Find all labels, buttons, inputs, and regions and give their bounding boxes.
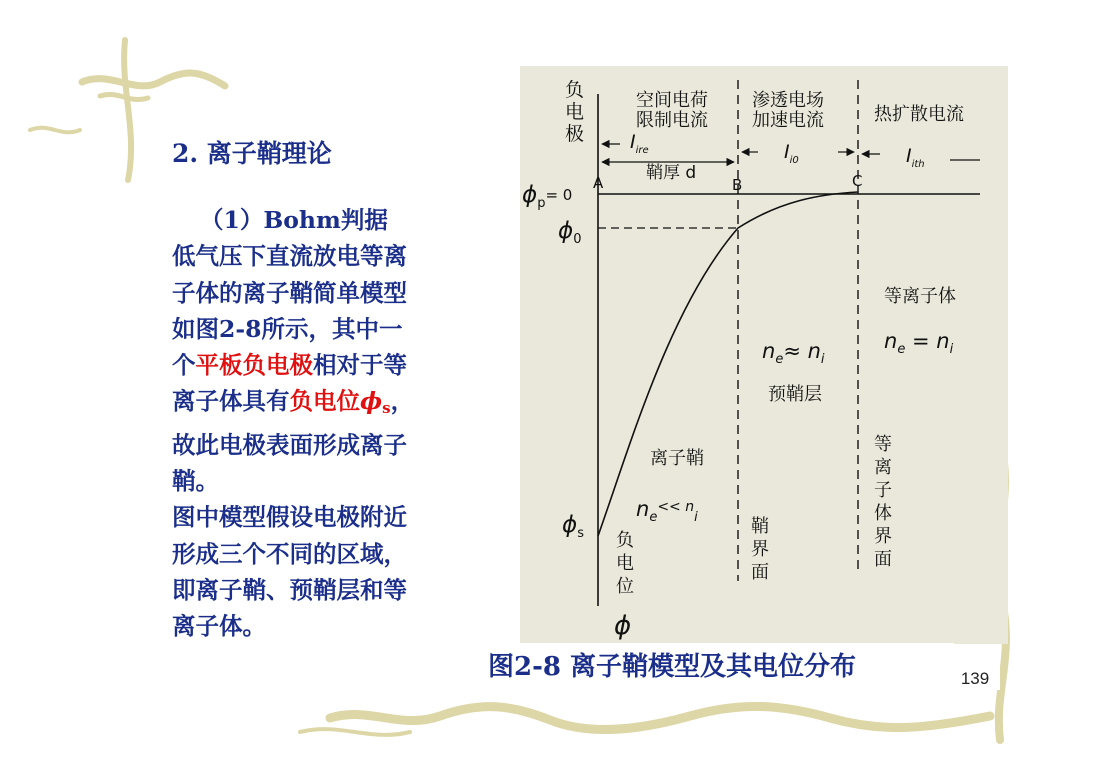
text-fragment: 负电位 xyxy=(289,387,360,416)
region-thermal-label: 热扩散电流 xyxy=(874,104,964,125)
sheath-thickness-label: 鞘厚 d xyxy=(646,163,697,183)
point-c: C xyxy=(852,172,863,190)
text-fragment: 离子体具有 xyxy=(172,387,290,416)
presheath-relation: $n_e\approx n_i$ xyxy=(762,339,825,367)
phi-symbol: ϕ xyxy=(360,387,383,416)
potential-curve xyxy=(598,192,858,536)
phi-s-label: $\phi_s$ xyxy=(562,512,584,541)
body-line: 子体的离子鞘简单模型 xyxy=(172,278,407,307)
section-title: 2. 离子鞘理论 xyxy=(172,139,332,168)
sheath-boundary-char: 面 xyxy=(751,562,769,583)
body-line: 低气压下直流放电等离 xyxy=(172,242,407,271)
body-line: 图中模型假设电极附近 xyxy=(172,503,407,532)
text-fragment: ， xyxy=(390,387,415,416)
plasma-boundary-char: 体 xyxy=(874,503,892,524)
phi-subscript: s xyxy=(382,399,391,418)
presheath-label: 预鞘层 xyxy=(768,384,822,405)
point-b: B xyxy=(732,176,743,194)
figure-caption: 图2-8 离子鞘模型及其电位分布 xyxy=(478,643,954,691)
text-fragment: 相对于等 xyxy=(313,351,407,380)
phi-0-label: $\phi_0$ xyxy=(558,218,582,247)
region-penetrating-line2: 加速电流 xyxy=(752,110,824,131)
electrode-label-char: 极 xyxy=(565,123,585,145)
neg-potential-char: 电 xyxy=(616,553,634,574)
page-number: 139 xyxy=(950,660,1000,690)
current-ith: $I_{ith}$ xyxy=(906,145,925,170)
body-line-5 xyxy=(172,383,502,426)
sheath-relation: $n_e^{<< n}_i$ xyxy=(636,497,698,525)
plasma-boundary-char: 界 xyxy=(874,526,892,547)
electrode-label-char: 负 xyxy=(565,79,585,101)
phi-p-label: $\phi_p^{= 0}$ xyxy=(522,182,573,211)
subheading: （1）Bohm判据 xyxy=(200,206,388,234)
plasma-boundary-char: 离 xyxy=(874,457,892,478)
neg-potential-char: 负 xyxy=(616,530,634,551)
phi-axis-label: ϕ xyxy=(614,611,632,641)
region-penetrating-line1: 渗透电场 xyxy=(752,90,824,111)
plasma-boundary-char: 子 xyxy=(874,480,892,501)
plasma-boundary-char: 等 xyxy=(874,434,892,455)
text-fragment: 个 xyxy=(172,351,196,380)
body-line: 形成三个不同的区域， xyxy=(172,539,407,568)
highlight-negative-potential xyxy=(289,387,391,418)
body-line: 如图2-8所示，其中一 xyxy=(172,314,403,343)
point-a: A xyxy=(593,174,604,192)
neg-potential-char: 位 xyxy=(616,576,634,597)
sheath-potential-diagram xyxy=(520,66,1008,644)
body-line: 离子体。 xyxy=(172,612,266,641)
sheath-boundary-char: 界 xyxy=(751,539,769,560)
sheath-label: 离子鞘 xyxy=(650,448,704,469)
body-text xyxy=(172,202,502,645)
body-line: 故此电极表面形成离子 xyxy=(172,430,407,459)
plasma-label: 等离子体 xyxy=(884,286,956,307)
current-ire: $I_{ire}$ xyxy=(630,131,649,156)
region-space-charge-line2: 限制电流 xyxy=(636,110,708,131)
body-line: 鞘。 xyxy=(172,467,219,496)
current-i0: $I_{i0}$ xyxy=(784,141,799,166)
plasma-boundary-char: 面 xyxy=(874,549,892,570)
body-line: 即离子鞘、预鞘层和等 xyxy=(172,575,407,604)
sheath-boundary-char: 鞘 xyxy=(751,516,769,537)
plasma-relation: $n_e = n_i$ xyxy=(884,329,954,357)
body-line-4 xyxy=(172,347,502,383)
highlight-negative-electrode: 平板负电极 xyxy=(195,351,313,380)
electrode-label-char: 电 xyxy=(565,101,585,123)
region-space-charge-line1: 空间电荷 xyxy=(636,90,708,111)
